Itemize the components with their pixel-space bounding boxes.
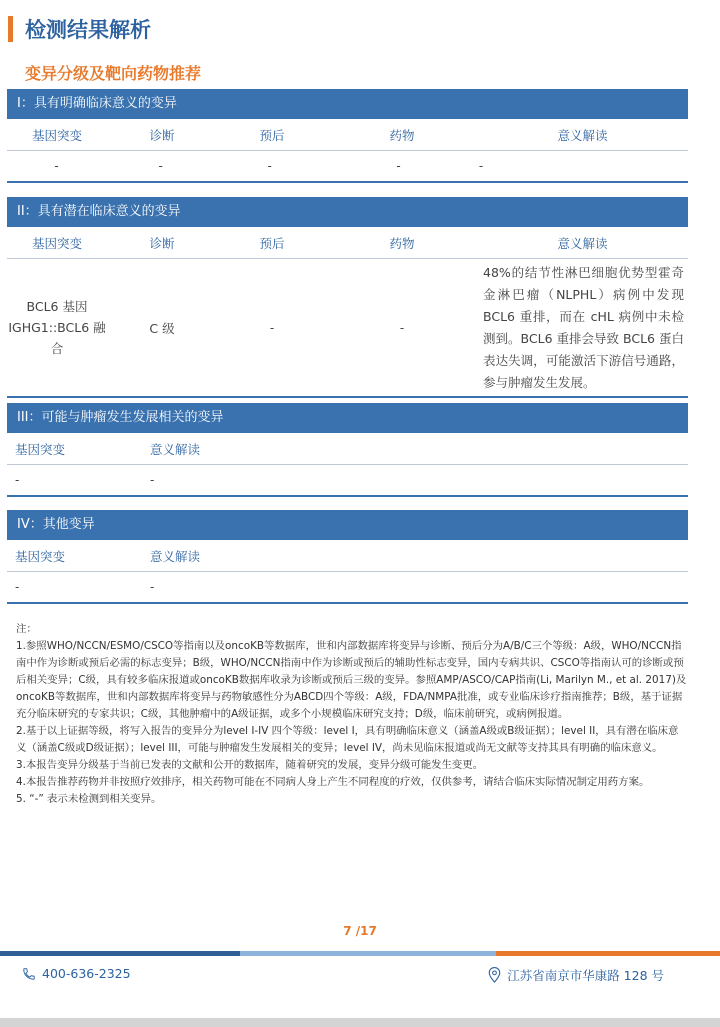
col-drug: 药物 <box>389 235 415 251</box>
fusion-name: IGHG1::BCL6 融 <box>8 320 106 335</box>
fusion-name-cont: 合 <box>50 341 64 356</box>
cell-gene: - <box>15 473 20 487</box>
cell-diagnosis: C 级 <box>149 320 175 336</box>
col-drug: 药物 <box>389 127 415 143</box>
cell-diagnosis: - <box>158 159 163 173</box>
section-heading: III：可能与肿瘤发生发展相关的变异 <box>7 403 688 433</box>
note-2: 2.基于以上证据等级，将写入报告的变异分为level I-IV 四个等级：level I，具有明确临床意义（涵盖A级或B级证据）；level II，具有潜在临床意义（涵盖C级或D级证据）；level III，可能与肿瘤发生发展相关的变异；level IV，尚未见临床报道或尚无文献等支持其具有明确的临床意义。 <box>16 725 679 754</box>
col-interpretation: 意义解读 <box>557 235 608 251</box>
location-pin-icon <box>488 967 501 983</box>
note-3: 3.本报告变异分级基于当前已发表的文献和公开的数据库，随着研究的发展，变异分级可能发生变更。 <box>16 759 484 771</box>
table-row <box>7 151 688 183</box>
col-interpretation: 意义解读 <box>150 548 201 564</box>
page-number: 7 /17 <box>343 924 377 938</box>
page-title-text: 检测结果解析 <box>25 18 151 42</box>
col-prognosis: 预后 <box>259 127 285 143</box>
col-diagnosis: 诊断 <box>149 235 175 251</box>
cell-interpretation: 48%的结节性淋巴细胞优势型霍奇金淋巴瘤（NLPHL）病例中发现 BCL6 重排，而在 cHL 病例中未检测到。BCL6 重排会导致 BCL6 蛋白表达失调，可能激活下游信号通路，参与肿瘤发生发展。 <box>483 264 684 390</box>
column-header-row <box>7 433 688 465</box>
footer-color-bar <box>0 951 720 956</box>
col-gene: 基因突变 <box>31 127 82 143</box>
table-row <box>7 259 688 398</box>
section-level-2 <box>7 197 688 398</box>
notes-label: 注： <box>16 623 37 635</box>
section-heading: II：具有潜在临床意义的变异 <box>7 197 688 227</box>
title-accent-bar <box>8 16 13 42</box>
section-level-4 <box>7 510 688 604</box>
cell-interpretation: - <box>150 473 155 487</box>
section-subtitle: 变异分级及靶向药物推荐 <box>25 64 202 83</box>
note-4: 4.本报告推荐药物并非按照疗效排序，相关药物可能在不同病人身上产生不同程度的疗效，仅供参考，请结合临床实际情况制定用药方案。 <box>16 776 650 788</box>
col-gene: 基因突变 <box>15 441 66 457</box>
footer-phone <box>22 966 131 981</box>
cell-interpretation: - <box>478 159 484 173</box>
phone-number: 400-636-2325 <box>42 966 131 981</box>
cell-drug: - <box>396 159 401 173</box>
gene-name: BCL6 基因 <box>26 299 88 314</box>
section-level-3 <box>7 403 688 497</box>
bottom-strip <box>0 1018 720 1027</box>
cell-prognosis: - <box>269 320 275 335</box>
note-5: 5. “-” 表示未检测到相关变异。 <box>16 793 162 805</box>
section-heading: IV：其他变异 <box>7 510 688 540</box>
col-interpretation: 意义解读 <box>557 127 608 143</box>
col-diagnosis: 诊断 <box>149 127 175 143</box>
cell-gene <box>7 296 107 359</box>
section-heading: I：具有明确临床意义的变异 <box>7 89 688 119</box>
footer-address <box>488 966 664 984</box>
table-row <box>7 465 688 497</box>
column-header-row <box>7 540 688 572</box>
cell-gene: - <box>15 580 20 594</box>
section-level-1 <box>7 89 688 183</box>
phone-icon <box>22 967 36 981</box>
notes-block <box>16 621 688 808</box>
col-interpretation: 意义解读 <box>150 441 201 457</box>
table-row <box>7 572 688 604</box>
cell-gene: - <box>54 159 59 173</box>
column-header-row <box>7 119 688 151</box>
footer <box>0 966 720 986</box>
col-prognosis: 预后 <box>259 235 285 251</box>
cell-interpretation: - <box>150 580 155 594</box>
col-gene: 基因突变 <box>31 235 82 251</box>
cell-drug: - <box>399 320 405 335</box>
address-text: 江苏省南京市华康路 128 号 <box>507 968 664 983</box>
column-header-row <box>7 227 688 259</box>
page-title <box>8 16 151 42</box>
cell-prognosis: - <box>267 159 272 173</box>
col-gene: 基因突变 <box>15 548 66 564</box>
note-1: 1.参照WHO/NCCN/ESMO/CSCO等指南以及oncoKB等数据库，世和内部数据库将变异与诊断、预后分为A/B/C三个等级：A级，WHO/NCCN指南中作为诊断或预后必需的标志变异；B级，WHO/NCCN指南中作为诊断或预后的辅助性标志变异，国内专病共识、CSCO等指南认可的诊断或预后相关变异；C级，具有较多临床报道或oncoKB数据库收录为诊断或预后三级的变异。参照AMP/ASCO/CAP指南(Li, Marilyn M., et al. 2017)及oncoKB等数据库，世和内部数据库将变异与药物敏感性分为ABCD四个等级：A级，FDA/NMPA批准，或专业临床诊疗指南推荐；B级，基于证据充分临床研究的专家共识；C级，其他肿瘤中的A级证据，或多个小规模临床研究支持；D级，临床前研究，或病例报道。 <box>16 640 687 720</box>
